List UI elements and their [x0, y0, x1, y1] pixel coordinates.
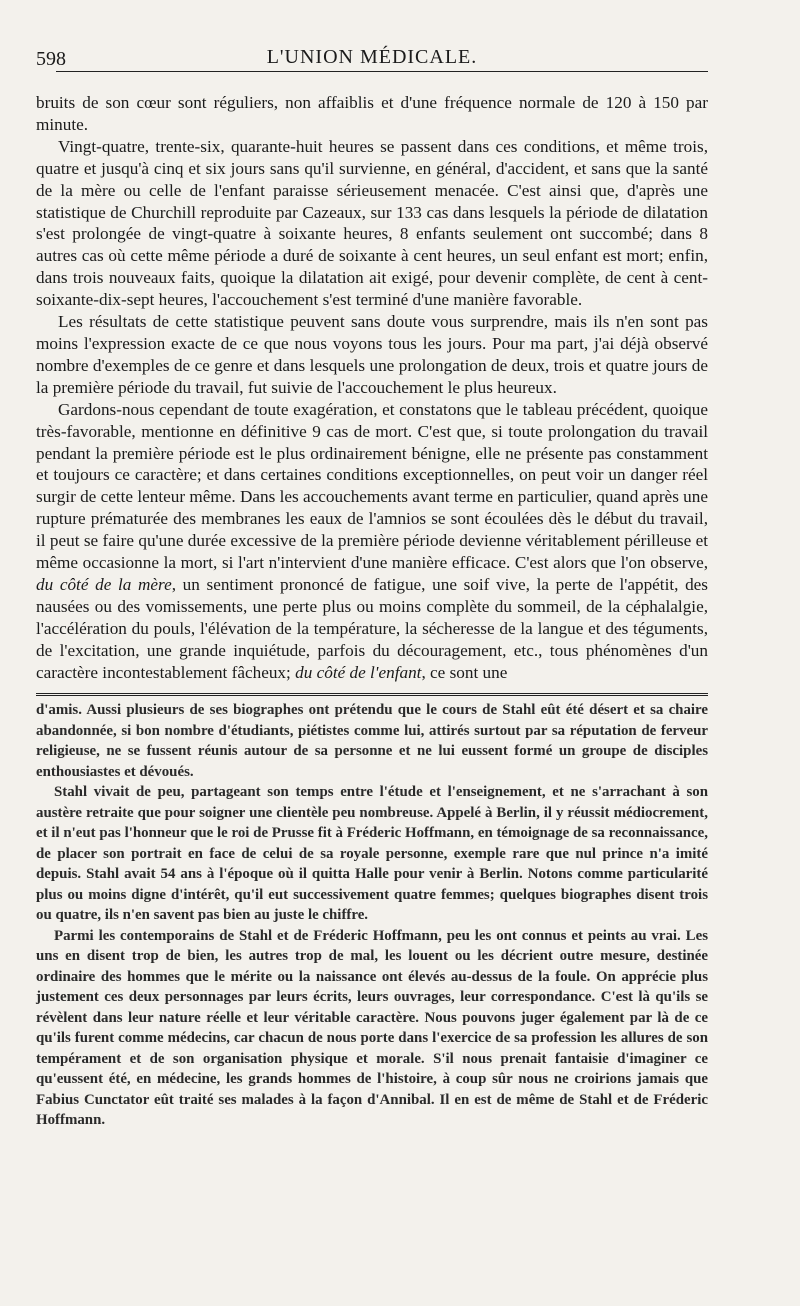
paragraph-2: Vingt-quatre, trente-six, quarante-huit heures se passent dans ces conditions, et même trois, quatre et jusqu'à cinq et six jours sans qu'il survienne, en général, d'accident, et sans que la santé de la mère ou celle de l'enfant paraisse sérieusement menacée. C'est ainsi que, d'après une statistique de Churchill reproduite par Cazeaux, sur 133 cas dans lesquels la période de dilatation s'est prolongée de vingt-quatre à soixante heures, 8 enfants seulement ont succombé; dans 8 autres cas où cette même période a duré de soixante à cent heures, un seul enfant est mort; enfin, dans trois nouveaux faits, quoique la dilatation ait exigé, pour devenir complète, de cent à cent-soixante-dix-sept heures, l'accouchement s'est terminé d'une manière favorable.: [36, 136, 708, 310]
footnote-rule: [36, 693, 708, 696]
paragraph-4-part-a: Gardons-nous cependant de toute exagération, et constatons que le tableau précédent, quoique très-favorable, mentionne en définitive 9 cas de mort. C'est que, si toute prolongation du travail pendant la première période est le plus ordinairement bénigne, elle ne présente pas constamment et toujours ce caractère; et dans certaines conditions exceptionnelles, on peut voir un danger réel surgir de cette lenteur même. Dans les accouchements avant terme en particulier, quand après une rupture prématurée des membranes les eaux de l'amnios se sont écoulées dès le début du travail, il peut se faire qu'une durée excessive de la première période devienne véritablement périlleuse et même occasionne la mort, si l'art n'intervient d'une manière efficace. C'est alors que l'on observe,: [36, 399, 708, 573]
document-page: [36, 40, 708, 1131]
running-title: L'UNION MÉDICALE.: [266, 46, 478, 68]
paragraph-1: bruits de son cœur sont réguliers, non affaiblis et d'une fréquence normale de 120 à 150 par minute.: [36, 93, 708, 134]
main-text: [36, 74, 708, 683]
note-paragraph-2: Stahl vivait de peu, partageant son temps entre l'étude et l'enseignement, et ne s'arrachant à son austère retraite que pour soigner une clientèle peu nombreuse. Appelé à Berlin, il y réussit médiocrement, et il n'eut pas l'honneur que le roi de Prusse fit à Fréderic Hoffmann, en témoignage de sa reconnaissance, de placer son portrait en face de celui de sa royale personne, exemple rare que nul prince n'a imité depuis. Stahl avait 54 ans à l'époque où il quitta Halle pour venir à Berlin. Notons comme particularité plus ou moins digne d'intérêt, qu'il eut successivement quatre femmes; quelques biographes disent trois ou quatre, ils n'en savent pas bien au juste le chiffre.: [36, 784, 708, 924]
paragraph-3: Les résultats de cette statistique peuvent sans doute vous surprendre, mais ils n'en sont pas moins l'expression exacte de ce que nous voyons tous les jours. Pour ma part, j'ai déjà observé nombre d'exemples de ce genre et dans lesquels une prolongation de deux, trois et quatre jours de la première période du travail, fut suivie de l'accouchement le plus heureux.: [36, 312, 708, 397]
page-number: 598: [36, 48, 66, 70]
paragraph-4-part-c: , ce sont une: [421, 662, 508, 682]
emphasis-mother: du côté de la mère: [36, 574, 172, 594]
emphasis-child: du côté de l'enfant: [295, 662, 422, 682]
page-header: [36, 40, 708, 74]
feuilleton-text: [36, 700, 708, 1131]
header-rule: [56, 71, 708, 72]
paragraph-4-part-b: , un sentiment prononcé de fatigue, une soif vive, la perte de l'appétit, des nausées ou des vomissements, une perte plus ou moins complète du sommeil, de la céphalalgie, l'accélération du pouls, l'élévation de la température, la sécheresse de la langue et des téguments, de l'excitation, une grande inquiétude, parfois du découragement, etc., tous phénomènes d'un caractère incontestablement fâcheux;: [36, 574, 708, 682]
note-paragraph-3: Parmi les contemporains de Stahl et de Fréderic Hoffmann, peu les ont connus et peints au vrai. Les uns en disent trop de bien, les autres trop de mal, les louent ou les décrient outre mesure, destinée ordinaire des hommes que le mérite ou la naissance ont élevés au-dessus de la foule. On apprécie plus justement ces deux personnages par leurs écrits, leurs ouvrages, leur correspondance. C'est là qu'ils se révèlent dans leur nature réelle et leur véritable caractère. Nous pouvons juger également par là de ce qu'ils furent comme médecins, car chacun de nous porte dans l'exercice de sa profession les allures de son tempérament et de son organisation physique et morale. S'il nous prenait fantaisie d'imaginer ce qu'eussent été, en médecine, les grands hommes de l'histoire, à coup sûr nous ne croirions jamais que Fabius Cunctator eût traité ses malades à la façon d'Annibal. Il en est de même de Stahl et de Fréderic Hoffmann.: [36, 927, 708, 1129]
note-paragraph-1: d'amis. Aussi plusieurs de ses biographes ont prétendu que le cours de Stahl eût été désert et sa chaire abandonnée, si bon nombre d'étudiants, piétistes comme lui, attirés surtout par sa réputation de ferveur religieuse, ne se fussent réunis autour de sa personne et ne lui eussent formé un groupe de disciples enthousiastes et dévoués.: [36, 702, 708, 780]
paragraph-4: [36, 399, 708, 684]
